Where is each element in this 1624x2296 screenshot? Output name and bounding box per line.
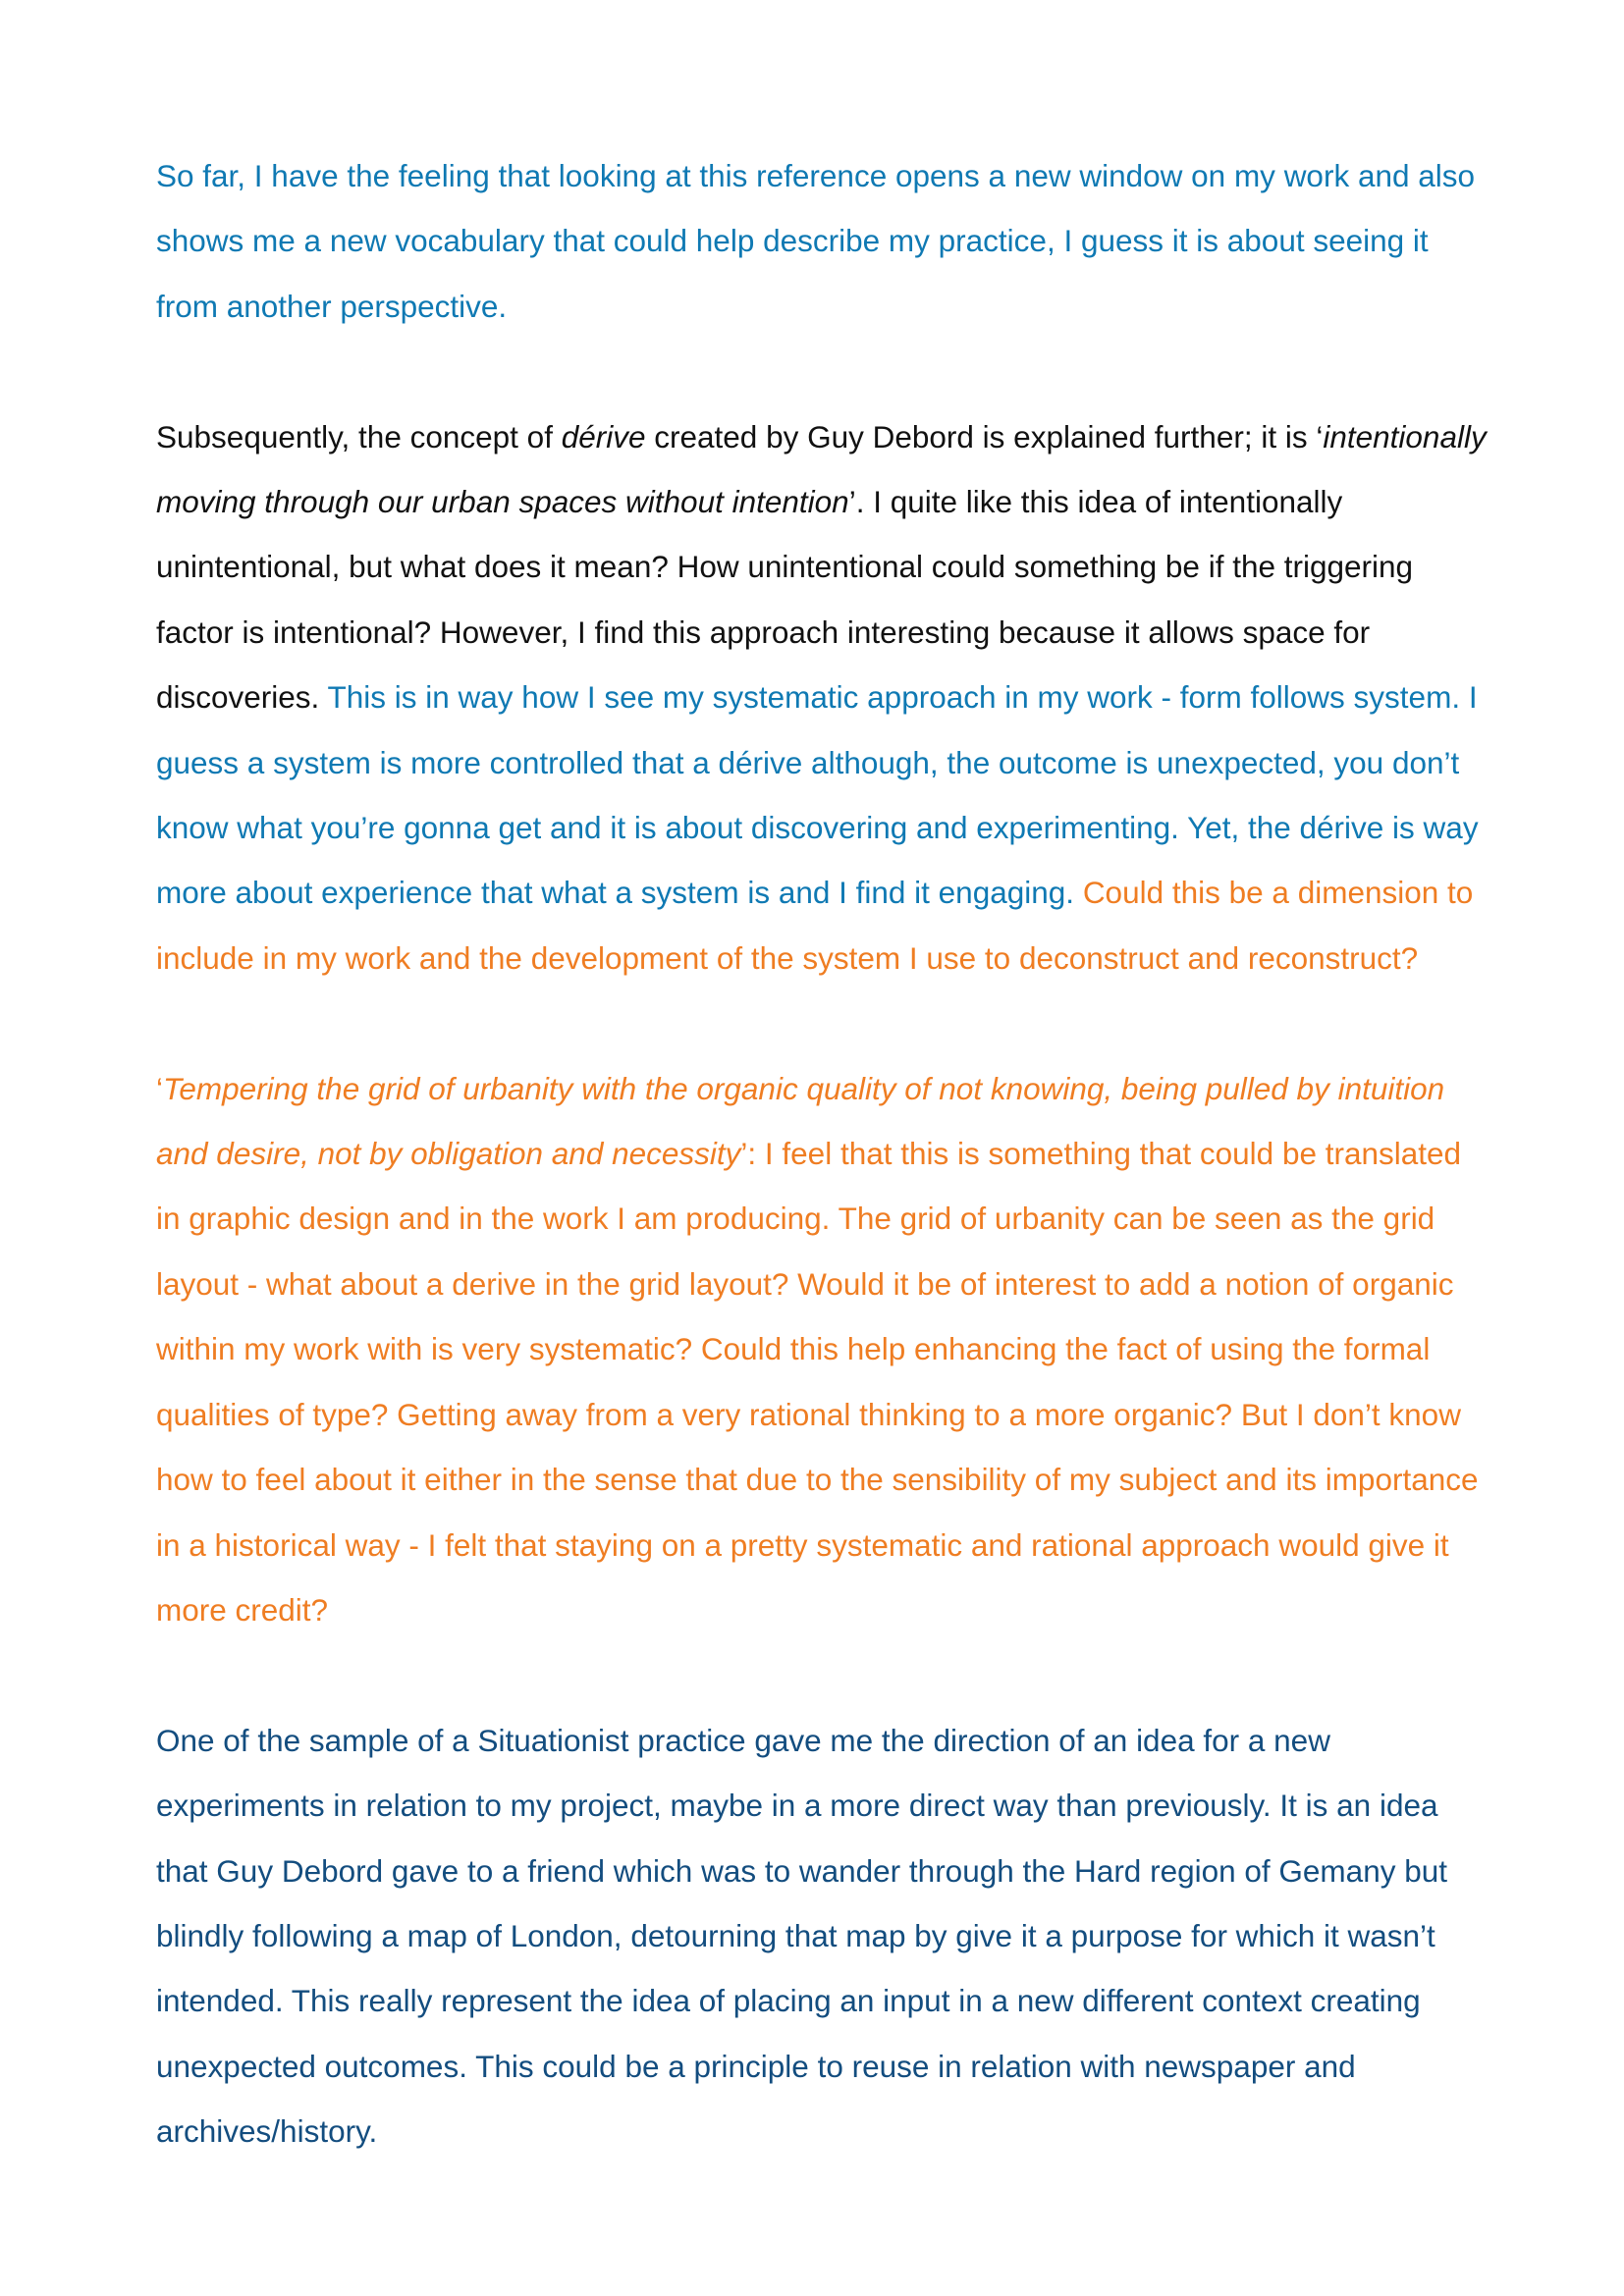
- paragraph-2-intro: Subsequently, the concept of: [156, 418, 562, 454]
- derive-term: dérive: [561, 418, 646, 454]
- paragraph-3-text: ’: I feel that this is something that could be translated in graphic design and in the work I am producing. The grid of urbanity can be seen as the grid layout - what about a derive in the grid layout? Would it be of interest to add a notion of organic within my work with is very systematic? Could this help enhancing the fact of using the formal qualities of type? Getting away from a very rational thinking to a more organic? But I don’t know how to feel about it either in the sense that due to the sensibility of my subject and its importance in a historical way - I felt that staying on a pretty systematic and rational approach would give it more credit?: [156, 1136, 1479, 1628]
- paragraph-2-reflection: ’. I quite like this idea of intentionally unintentional, but what does it mean? How unintentional could something be if the triggering factor is intentional? However, I find this approach interesting because it allows space for discoveries.: [156, 484, 1414, 716]
- paragraph-2-question: Could this be a dimension to include in my work and the development of the system I use to deconstruct and reconstruct?: [156, 875, 1474, 976]
- paragraph-2-system-note: This is in way how I see my systematic approach in my work - form follows system. I guess a system is more controlled that a dérive although, the outcome is unexpected, you don’t know what you’re gonna get and it is about discovering and experimenting. Yet, the dérive is way more about experience that what a system is and I find it engaging.: [156, 679, 1479, 911]
- tempering-quote: Tempering the grid of urbanity with the organic quality of not knowing, being pulled by intuition and desire, not by obligation and necessity: [156, 1070, 1445, 1172]
- paragraph-1: [156, 143, 1491, 339]
- paragraph-2-explained: created by Guy Debord is explained further; it is ‘: [645, 418, 1324, 454]
- paragraph-2: [156, 404, 1491, 991]
- document-page: [156, 143, 1491, 2164]
- paragraph-3: [156, 1056, 1491, 1643]
- paragraph-1-text: So far, I have the feeling that looking at this reference opens a new window on my work and also shows me a new vocabulary that could help describe my practice, I guess it is about seeing it from another perspective.: [156, 158, 1476, 324]
- paragraph-3-open-quote: ‘: [156, 1070, 163, 1106]
- derive-quote: intentionally moving through our urban spaces without intention: [156, 418, 1487, 520]
- paragraph-4-text: One of the sample of a Situationist practice gave me the direction of an idea for a new experiments in relation to my project, maybe in a more direct way than previously. It is an idea that Guy Debord gave to a friend which was to wander through the Hard region of Gemany but blindly following a map of London, detourning that map by give it a purpose for which it wasn’t intended. This really represent the idea of placing an input in a new different context creating unexpected outcomes. This could be a principle to reuse in relation with newspaper and archives/history.: [156, 1722, 1448, 2150]
- paragraph-4: [156, 1708, 1491, 2164]
